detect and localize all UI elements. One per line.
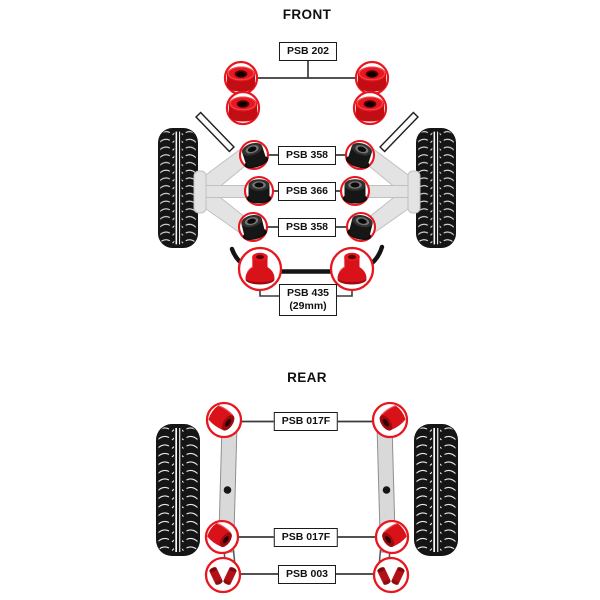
left-strut-link: [196, 113, 234, 152]
psb003-right-bushing-pair-icon: [374, 558, 408, 592]
psb202-connector-line: [241, 60, 372, 78]
rear-axle-diagram: [156, 403, 458, 592]
front-axle-diagram: [158, 60, 456, 296]
label-psb202: PSB 202: [279, 42, 337, 61]
rear-section-title: REAR: [287, 370, 327, 385]
label-psb435-part: PSB 435: [286, 287, 330, 299]
psb202-bushing-left-lower-icon: [227, 92, 259, 124]
psb366-left-bushing-icon: [245, 177, 273, 205]
psb003-left-bushing-pair-icon: [206, 558, 240, 592]
label-psb017f-upper: PSB 017F: [274, 412, 338, 431]
psb202-bushing-right-lower-icon: [354, 92, 386, 124]
psb017f-lower-right-bushing-icon: [376, 521, 409, 553]
rear-left-tire: [156, 424, 200, 556]
rear-connector-lines: [222, 422, 392, 575]
label-psb435-size: (29mm): [289, 300, 327, 312]
psb017f-lower-left-bushing-icon: [205, 521, 238, 553]
psb202-bushing-right-upper-icon: [356, 62, 388, 94]
front-left-tire: [158, 128, 198, 248]
psb358-lower-right-bushing-icon: [346, 213, 376, 243]
psb202-bushing-left-upper-icon: [225, 62, 257, 94]
psb366-right-bushing-icon: [341, 177, 369, 205]
label-psb003: PSB 003: [278, 565, 336, 584]
psb017f-upper-left-bushing-icon: [206, 403, 241, 437]
label-psb366: PSB 366: [278, 182, 336, 201]
label-psb358-upper: PSB 358: [278, 146, 336, 165]
psb435-right-bushing-icon: [331, 248, 373, 290]
label-psb017f-lower: PSB 017F: [274, 528, 338, 547]
psb358-lower-left-bushing-icon: [238, 213, 268, 243]
label-psb358-lower: PSB 358: [278, 218, 336, 237]
psb435-left-bushing-icon: [239, 248, 281, 290]
right-strut-link: [380, 113, 418, 152]
front-section-title: FRONT: [282, 7, 332, 22]
label-psb435: [279, 284, 337, 316]
psb017f-upper-right-bushing-icon: [373, 403, 408, 437]
front-right-tire: [416, 128, 456, 248]
rear-right-tire: [414, 424, 458, 556]
